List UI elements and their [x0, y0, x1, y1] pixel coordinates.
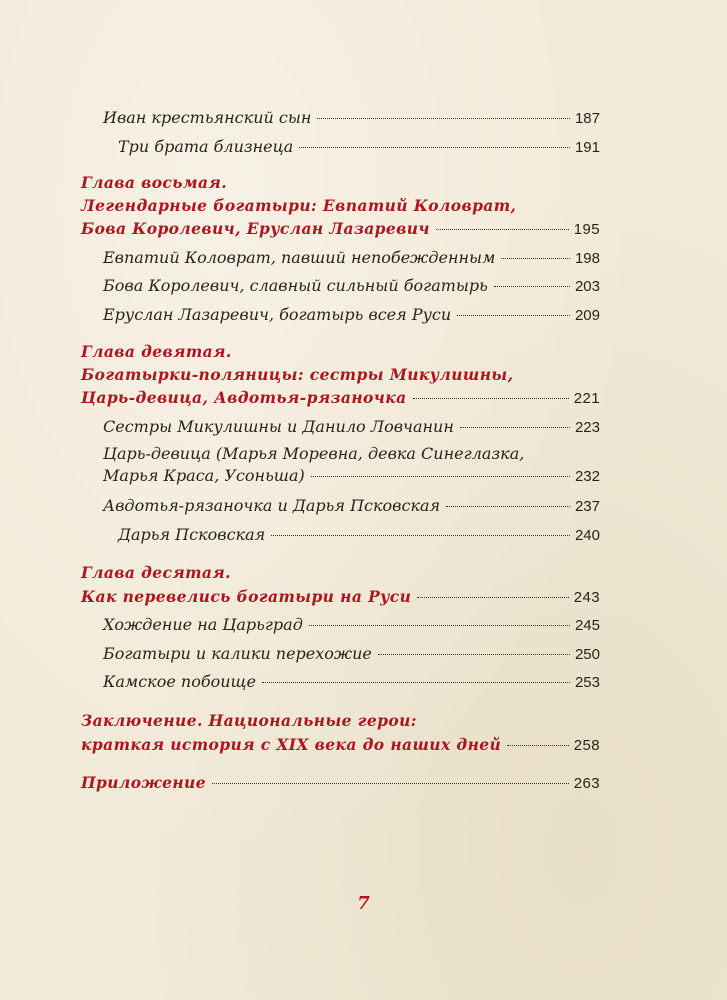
- leader-dots: [378, 654, 570, 655]
- conclusion-title-line2: краткая история с XIX века до наших дней: [81, 735, 502, 754]
- toc-entry-page: 237: [574, 498, 600, 515]
- toc-entry-page: 209: [574, 307, 600, 324]
- toc-entry-tsar-devitsa[interactable]: [103, 466, 600, 487]
- toc-entry-title: Три брата близнеца: [118, 137, 294, 156]
- leader-dots: [460, 427, 570, 428]
- toc-entry-page: 223: [574, 419, 600, 436]
- chapter-10-label: Глава десятая.: [81, 563, 231, 582]
- chapter-8-title-line1[interactable]: Легендарные богатыри: Евпатий Коловрат,: [81, 196, 517, 215]
- leader-dots: [262, 682, 570, 683]
- chapter-9-label: Глава девятая.: [81, 342, 232, 361]
- toc-entry-bova[interactable]: [103, 276, 600, 297]
- leader-dots: [417, 597, 568, 598]
- page-number: 7: [357, 893, 370, 914]
- toc-entry-page: 191: [574, 139, 600, 156]
- chapter-10-title: Как перевелись богатыри на Руси: [81, 587, 412, 606]
- conclusion-title-entry[interactable]: [81, 735, 600, 756]
- toc-entry-title: Марья Краса, Усоньша): [103, 466, 305, 485]
- toc-entry-page: 250: [574, 646, 600, 663]
- toc-entry-title: Дарья Псковская: [118, 525, 266, 544]
- toc-entry-title: Сестры Микулишны и Данило Ловчанин: [103, 417, 454, 436]
- toc-entry-title: Евпатий Коловрат, павший непобежденным: [103, 248, 496, 267]
- toc-entry-mikulishny[interactable]: [103, 417, 600, 438]
- chapter-8-label: Глава восьмая.: [81, 173, 228, 192]
- leader-dots: [501, 258, 570, 259]
- leader-dots: [413, 398, 569, 399]
- leader-dots: [317, 118, 570, 119]
- toc-entry-page: 221: [573, 390, 600, 407]
- toc-entry-page: 245: [574, 617, 600, 634]
- leader-dots: [299, 147, 570, 148]
- toc-entry-title: Еруслан Лазаревич, богатырь всея Руси: [103, 305, 452, 324]
- toc-entry-three-brothers[interactable]: [118, 137, 600, 158]
- conclusion-title-line1[interactable]: Заключение. Национальные герои:: [81, 711, 417, 730]
- toc-entry-kaliki[interactable]: [103, 644, 600, 665]
- toc-entry-title: Авдотья-рязаночка и Дарья Псковская: [103, 496, 441, 515]
- toc-entry-evpatiy[interactable]: [103, 248, 600, 269]
- toc-entry-page: 198: [574, 250, 600, 267]
- toc-entry-page: 263: [573, 775, 600, 792]
- toc-entry-avdotya[interactable]: [103, 496, 600, 517]
- toc-entry-page: 258: [573, 737, 600, 754]
- toc-entry-darya[interactable]: [118, 525, 600, 546]
- toc-entry-tsar-devitsa-line1[interactable]: Царь-девица (Марья Моревна, девка Синеглазка,: [103, 444, 525, 463]
- leader-dots: [212, 783, 569, 784]
- leader-dots: [311, 476, 570, 477]
- appendix-entry[interactable]: [81, 773, 600, 794]
- toc-entry-page: 203: [574, 278, 600, 295]
- toc-entry-page: 253: [574, 674, 600, 691]
- leader-dots: [309, 625, 570, 626]
- toc-entry-eruslan[interactable]: [103, 305, 600, 326]
- chapter-8-title-line2: Бова Королевич, Еруслан Лазаревич: [81, 219, 430, 238]
- toc-entry-title: Иван крестьянский сын: [103, 108, 312, 127]
- leader-dots: [271, 535, 570, 536]
- toc-entry-kamskoe[interactable]: [103, 672, 600, 693]
- chapter-8-title-entry[interactable]: [81, 219, 600, 240]
- chapter-9-title-line2: Царь-девица, Авдотья-рязаночка: [81, 388, 407, 407]
- chapter-9-title-entry[interactable]: [81, 388, 600, 409]
- leader-dots: [494, 286, 570, 287]
- toc-entry-page: 240: [574, 527, 600, 544]
- toc-entry-title: Хождение на Царьград: [103, 615, 303, 634]
- toc-entry-ivan[interactable]: [103, 108, 600, 129]
- leader-dots: [457, 315, 570, 316]
- toc-entry-tsargrad[interactable]: [103, 615, 600, 636]
- toc-entry-page: 232: [574, 468, 600, 485]
- toc-entry-page: 195: [573, 221, 600, 238]
- leader-dots: [446, 506, 570, 507]
- toc-entry-page: 243: [573, 589, 600, 606]
- leader-dots: [507, 745, 569, 746]
- toc-entry-title: Богатыри и калики перехожие: [103, 644, 372, 663]
- appendix-title: Приложение: [81, 773, 206, 792]
- chapter-10-title-entry[interactable]: [81, 587, 600, 608]
- toc-entry-page: 187: [574, 110, 600, 127]
- toc-entry-title: Камское побоище: [103, 672, 257, 691]
- leader-dots: [436, 229, 569, 230]
- toc-entry-title: Бова Королевич, славный сильный богатырь: [103, 276, 488, 295]
- chapter-9-title-line1[interactable]: Богатырки-поляницы: сестры Микулишны,: [81, 365, 514, 384]
